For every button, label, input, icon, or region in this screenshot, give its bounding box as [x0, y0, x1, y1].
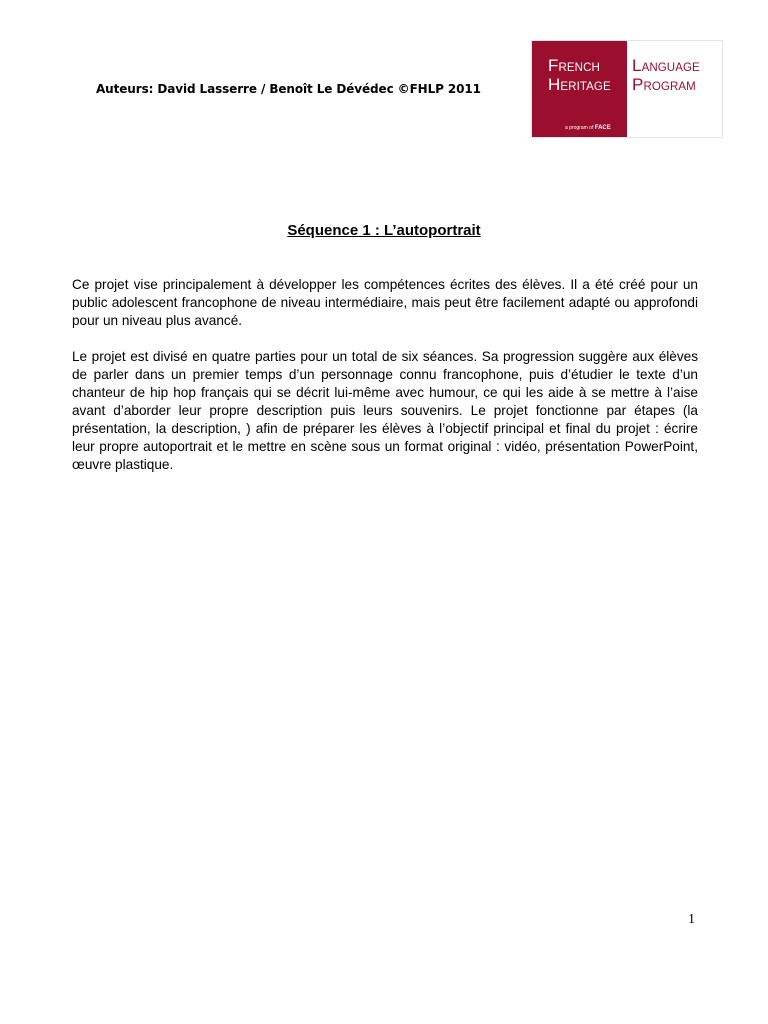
logo-word-heritage [548, 76, 611, 94]
page-number: 1 [688, 912, 695, 927]
logo-left-panel [532, 41, 627, 137]
document-title [0, 222, 768, 239]
logo-word-french [548, 57, 600, 75]
logo-rest-language: ANGUAGE [641, 62, 700, 74]
logo-cap-l: L [632, 56, 642, 75]
logo-tagline-brand: FACE [594, 125, 611, 131]
body-paragraph-1: Ce projet vise principalement à développer les compétences écrites des élèves. Il a été créé pour un public adolescent francophone de niveau intermédiaire, mais peut être facilement adapté ou approfondi pour un niveau plus avancé. [72, 277, 698, 328]
document-title-text: Séquence 1 : L’autoportrait [287, 222, 481, 239]
logo-tagline-prefix: a program of [565, 125, 595, 131]
logo-rest-heritage: ERITAGE [560, 81, 611, 93]
document-authors: Auteurs: David Lasserre / Benoît Le Dévédec ©FHLP 2011 [96, 82, 481, 96]
body-paragraph-2: Le projet est divisé en quatre parties pour un total de six séances. Sa progression suggère aux élèves de parler dans un premier temps d’un personnage connu francophone, puis d’étudier le texte d’un chanteur de hip hop français qui se décrit lui-même avec humour, ce qui les aide à se mettre à l’aise avant d’aborder leur propre description puis leurs souvenirs. Le projet fonctionne par étapes (la présentation, la description, ) afin de préparer les élèves à l’objectif principal et final du projet : écrire leur propre autoportrait et le mettre en scène sous un format original : vidéo, présentation PowerPoint, œuvre plastique. [72, 349, 698, 472]
logo-rest-program: ROGRAM [643, 81, 696, 93]
logo-word-program [632, 76, 696, 94]
logo-tagline [565, 125, 611, 131]
logo-cap-p: P [632, 75, 644, 94]
logo-rest-french: RENCH [558, 62, 600, 74]
logo-right-panel [627, 41, 722, 137]
french-heritage-language-program-logo [531, 40, 723, 138]
logo-cap-h: H [548, 75, 561, 94]
logo-word-language [632, 57, 700, 75]
logo-cap-f: F [548, 56, 559, 75]
